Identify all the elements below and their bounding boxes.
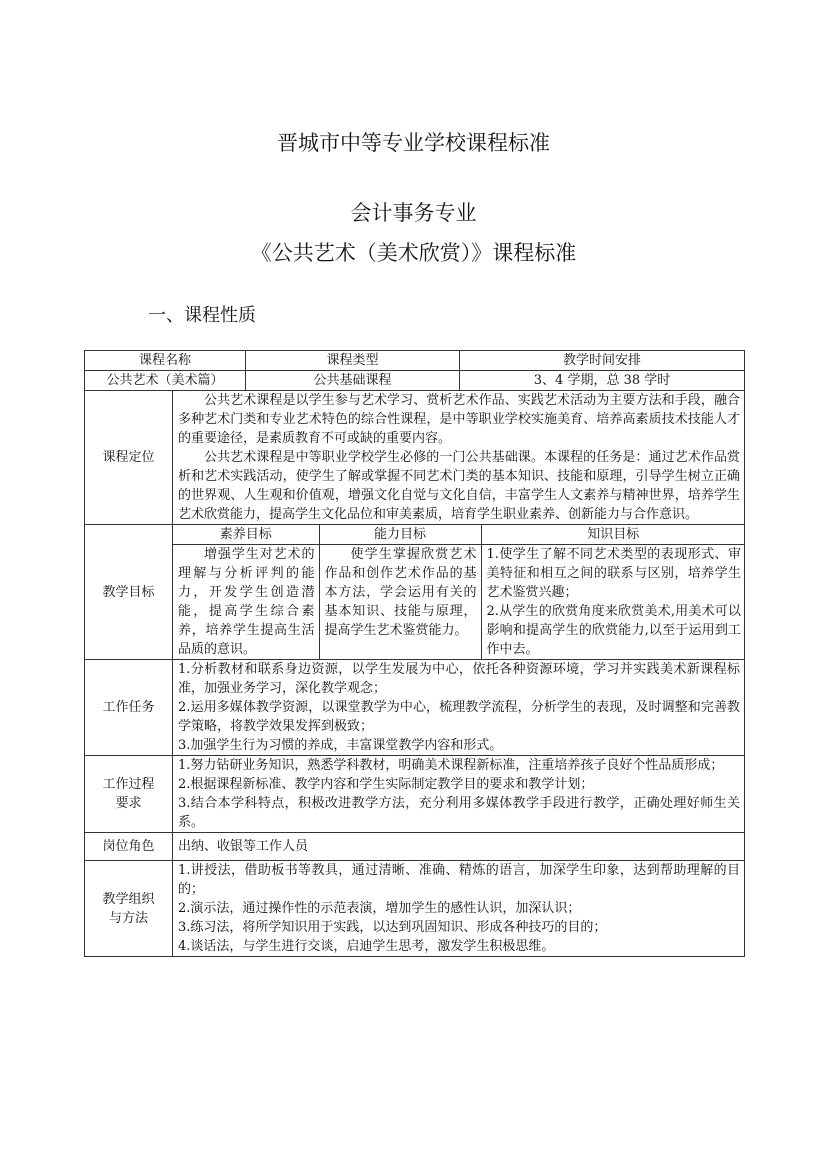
literacy-goal-text: 增强学生对艺术的理解与分析评判的能力，开发学生创造潜能，提高学生综合素养，培养学生提高生活品质的意识。 [173, 545, 319, 660]
table-header-row [85, 351, 745, 371]
methods-label-line: 与方法 [108, 910, 148, 926]
section-title: 一、课程性质 [148, 305, 256, 326]
goals-content [173, 525, 745, 660]
course-table [84, 350, 745, 957]
role-label: 岗位角色 [85, 833, 173, 861]
method-item: 2.演示法，通过操作性的示范表演，增加学生的感性认识，加深认识； [178, 901, 581, 916]
goals-header-row [173, 525, 745, 545]
process-label-line: 工作过程 [102, 777, 155, 792]
knowledge-goal-title: 知识目标 [481, 525, 745, 545]
positioning-paragraph: 公共艺术课程是以学生参与艺术学习、赏析艺术作品、实践艺术活动为主要方法和手段，融合多种艺术门类和专业艺术特色的综合性课程，是中等职业学校实施美育、培养高素质技术技能人才的重要途径，是素质教育不可或缺的重要内容。 [178, 393, 741, 446]
table-info-row [85, 371, 745, 391]
role-value: 出纳、收银等工作人员 [173, 833, 745, 861]
goals-body-row [173, 545, 745, 660]
course-title: 《公共艺术（美术欣赏）》课程标准 [250, 241, 577, 265]
course-type-value: 公共基础课程 [246, 371, 460, 391]
role-row [85, 833, 745, 861]
method-item: 4.谈话法，与学生进行交谈，启迪学生思考，激发学生积极思维。 [178, 939, 555, 954]
header-course-type: 课程类型 [246, 351, 460, 371]
course-name-value: 公共艺术（美术篇） [85, 371, 246, 391]
method-item: 3.练习法，将所学知识用于实践，以达到巩固知识、形成各种技巧的目的； [178, 920, 607, 935]
tasks-label: 工作任务 [85, 660, 173, 756]
school-title: 晋城市中等专业学校课程标准 [277, 131, 550, 155]
tasks-row [85, 660, 745, 756]
header-course-name: 课程名称 [85, 351, 246, 371]
goals-label: 教学目标 [85, 525, 173, 660]
methods-content [173, 861, 745, 957]
literacy-goal-title: 素养目标 [173, 525, 319, 545]
task-item: 1.分析教材和联系身边资源，以学生发展为中心，依托各种资源环境，学习并实践美术新课程标准，加强业务学习，深化教学观念； [178, 662, 741, 696]
ability-goal-text: 使学生掌握欣赏艺术作品和创作艺术作品的基本方法，学会运用有关的基本知识、技能与原理，提高学生艺术鉴赏能力。 [319, 545, 481, 660]
schedule-value: 3、4 学期，总 38 学时 [460, 371, 745, 391]
knowledge-goal-item: 1.使学生了解不同艺术类型的表现形式、审美特征和相互之间的联系与区别，培养学生艺术鉴赏兴趣； [486, 547, 741, 600]
goals-row [85, 525, 745, 660]
positioning-paragraph: 公共艺术课程是中等职业学校学生必修的一门公共基础课。本课程的任务是：通过艺术作品赏析和艺术实践活动，使学生了解或掌握不同艺术门类的基本知识、技能和原理，引导学生树立正确的世界观、人生观和价值观，增强文化自觉与文化自信，丰富学生人文素养与精神世界，培养学生艺术欣赏能力，提高学生文化品位和审美素质，培育学生职业素养、创新能力与合作意识。 [178, 450, 741, 522]
ability-goal-title: 能力目标 [319, 525, 481, 545]
positioning-label: 课程定位 [85, 391, 173, 525]
method-item: 1.讲授法，借助板书等教具，通过清晰、准确、精炼的语言，加深学生印象，达到帮助理解的目的； [178, 863, 741, 897]
methods-row [85, 861, 745, 957]
methods-label-line: 教学组织 [102, 891, 155, 907]
goals-subtable [173, 525, 745, 659]
positioning-row [85, 391, 745, 525]
major-title: 会计事务专业 [350, 201, 477, 225]
process-item: 2.根据课程新标准、教学内容和学生实际制定教学目的要求和教学计划； [178, 777, 594, 792]
knowledge-goal-text [481, 545, 745, 660]
process-item: 3.结合本学科特点，积极改进教学方法，充分利用多媒体教学手段进行教学，正确处理好师生关系。 [178, 796, 741, 830]
process-label [85, 756, 173, 833]
tasks-content [173, 660, 745, 756]
process-row [85, 756, 745, 833]
task-item: 3.加强学生行为习惯的养成，丰富课堂教学内容和形式。 [178, 738, 503, 753]
knowledge-goal-item: 2.从学生的欣赏角度来欣赏美术,用美术可以影响和提高学生的欣赏能力,以至于运用到工作中去。 [486, 604, 741, 657]
header-schedule: 教学时间安排 [460, 351, 745, 371]
positioning-content [173, 391, 745, 525]
task-item: 2.运用多媒体教学资源，以课堂教学为中心，梳理教学流程，分析学生的表现，及时调整和完善教学策略，将教学效果发挥到极致； [178, 700, 741, 734]
process-item: 1.努力钻研业务知识，熟悉学科教材，明确美术课程新标准，注重培养孩子良好个性品质形成； [178, 758, 724, 773]
process-label-line: 要求 [115, 796, 142, 811]
methods-label [85, 861, 173, 957]
process-content [173, 756, 745, 833]
